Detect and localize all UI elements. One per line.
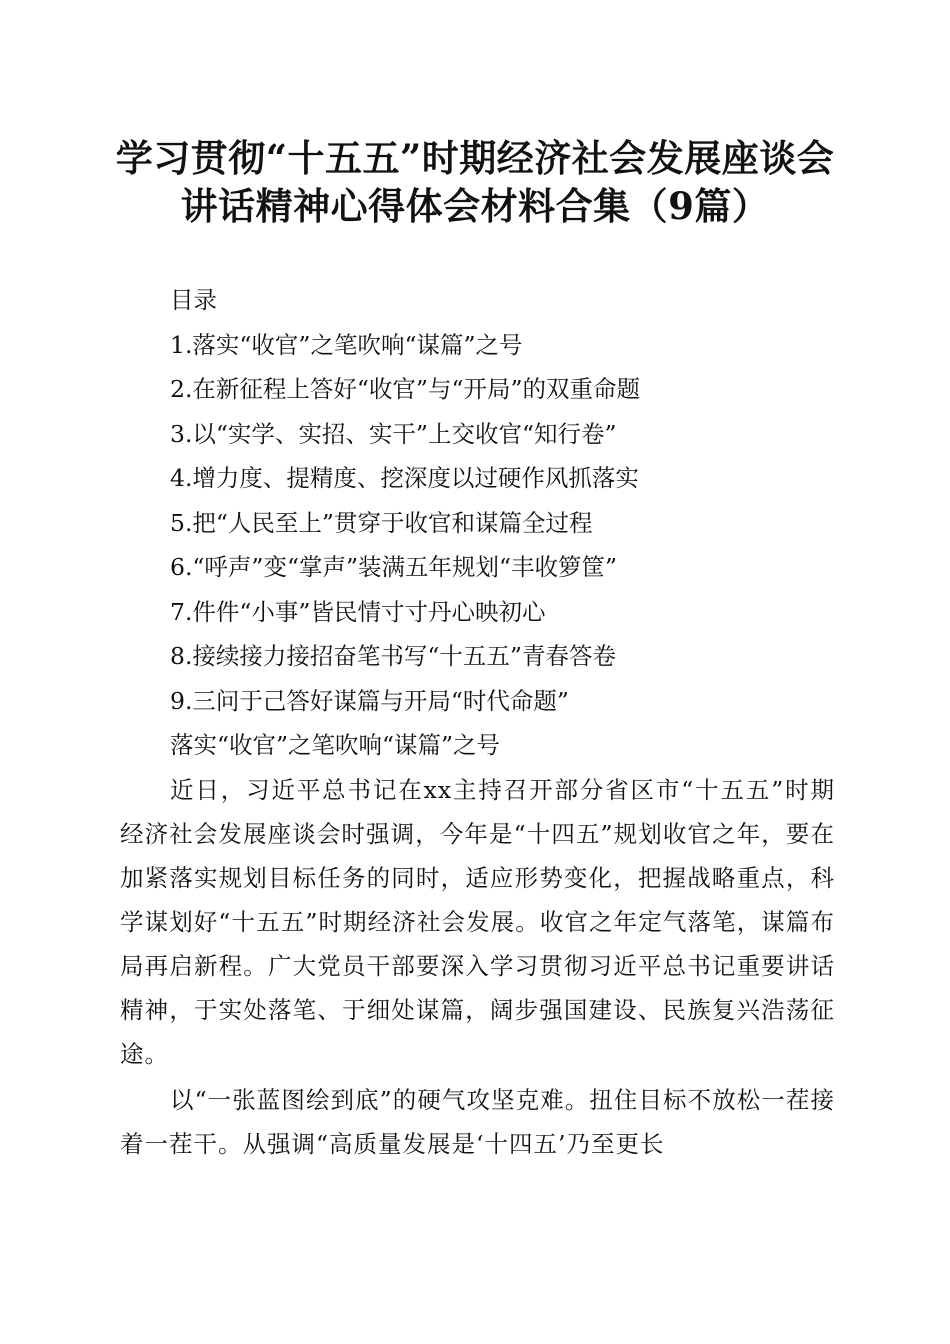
table-of-contents bbox=[120, 323, 835, 724]
section-title: 落实“收官”之笔吹响“谋篇”之号 bbox=[170, 731, 501, 759]
title-line-1: 学习贯彻“十五五”时期经济社会发展座谈会 bbox=[115, 136, 835, 180]
body-paragraph: 以“一张蓝图绘到底”的硬气攻坚克难。扭住目标不放松一茬接着一茬干。从强调“高质量发展是‘十四五’乃至更长 bbox=[120, 1085, 835, 1158]
document-title bbox=[80, 134, 870, 230]
toc-item: 1.落实“收官”之笔吹响“谋篇”之号 bbox=[170, 330, 523, 359]
toc-item: 5.把“人民至上”贯穿于收官和谋篇全过程 bbox=[170, 508, 593, 537]
body-paragraph: 近日，习近平总书记在xx主持召开部分省区市“十五五”时期经济社会发展座谈会时强调，今年是“十四五”规划收官之年，要在加紧落实规划目标任务的同时，适应形势变化，把握战略重点，科学谋划好“十五五”时期经济社会发展。收官之年定气落笔，谋篇布局再启新程。广大党员干部要深入学习贯彻习近平总书记重要讲话精神，于实处落笔、于细处谋篇，阔步强国建设、民族复兴浩荡征途。 bbox=[120, 775, 835, 1068]
document-body bbox=[120, 278, 835, 1166]
toc-item: 3.以“实学、实招、实干”上交收官“知行卷” bbox=[170, 419, 617, 448]
toc-heading: 目录 bbox=[170, 286, 217, 314]
toc-item: 6.“呼声”变“掌声”装满五年规划“丰收箩筐” bbox=[170, 553, 618, 581]
toc-item: 9.三问于己答好谋篇与开局“时代命题” bbox=[170, 686, 569, 715]
toc-item: 8.接续接力接招奋笔书写“十五五”青春答卷 bbox=[170, 642, 616, 670]
toc-item: 2.在新征程上答好“收官”与“开局”的双重命题 bbox=[170, 375, 640, 403]
toc-item: 4.增力度、提精度、挖深度以过硬作风抓落实 bbox=[170, 464, 639, 492]
toc-item: 7.件件“小事”皆民情寸寸丹心映初心 bbox=[170, 597, 546, 626]
title-line-2: 讲话精神心得体会材料合集（9篇） bbox=[180, 184, 770, 228]
